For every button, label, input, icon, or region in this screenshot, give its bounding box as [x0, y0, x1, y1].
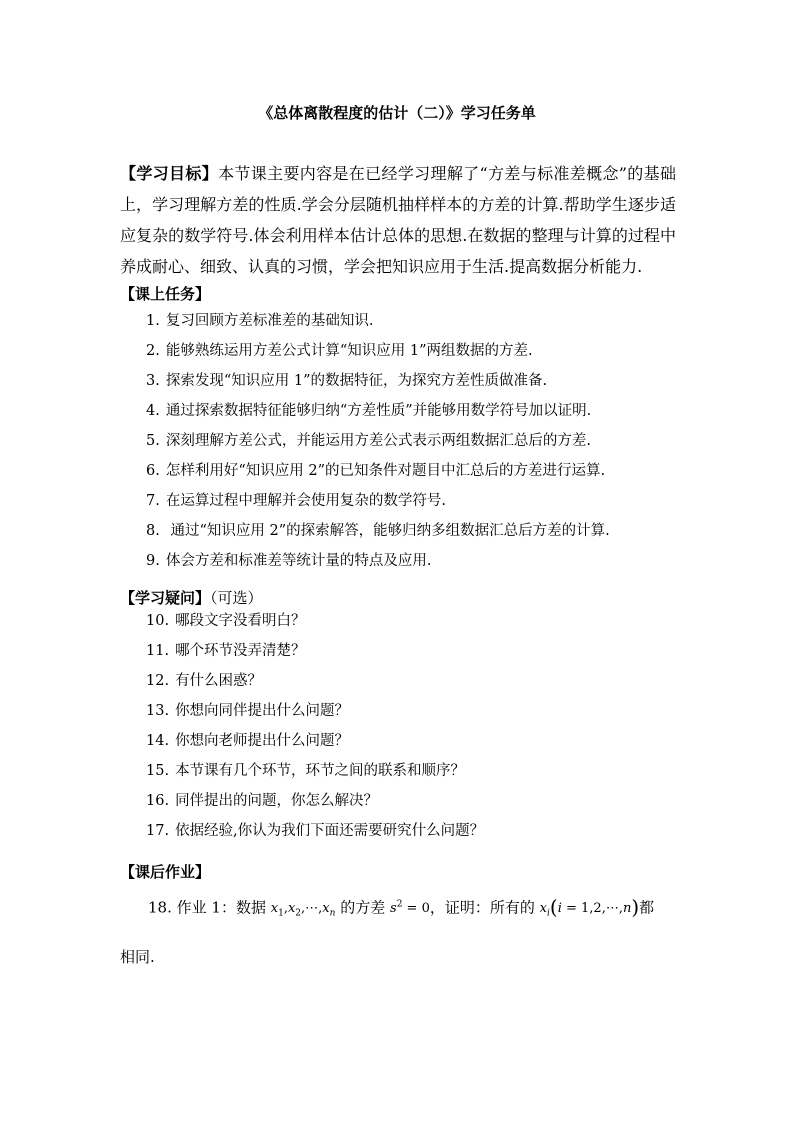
list-item-number: 14.: [146, 733, 170, 749]
list-item: [146, 456, 610, 486]
list-item-number: 6.: [146, 463, 160, 479]
objective-heading: 【学习目标】: [120, 164, 219, 183]
list-item-number: 13.: [146, 703, 170, 719]
list-item: [146, 336, 610, 366]
list-item-number: 17.: [146, 823, 170, 839]
list-item-text: 你想向老师提出什么问题？: [175, 733, 350, 749]
task-list: [146, 306, 610, 576]
list-item-number: 8.: [146, 523, 160, 539]
homework-line-1: [120, 890, 680, 920]
homework-prove: ，证明：所有的: [429, 898, 535, 917]
list-item-number: 3.: [146, 373, 160, 389]
list-item-text: 同伴提出的问题，你怎么解决？: [175, 793, 379, 809]
list-item-text: 体会方差和标准差等统计量的特点及应用.: [165, 553, 432, 569]
list-item-number: 7.: [146, 493, 160, 509]
list-item-text: 你想向同伴提出什么问题？: [175, 703, 350, 719]
list-item-text: 深刻理解方差公式，并能运用方差公式表示两组数据汇总后的方差.: [165, 433, 591, 449]
questions-heading: [120, 588, 263, 608]
formula-data-list: $x_1,x_2,\cdots,x_n$: [270, 901, 336, 919]
list-item: [146, 786, 484, 816]
list-item: [146, 756, 484, 786]
list-item-text: 通过探索数据特征能够归纳“方差性质”并能够用数学符号加以证明.: [165, 403, 592, 419]
list-item: [146, 636, 484, 666]
list-item-number: 9.: [146, 553, 160, 569]
list-item-text: 复习回顾方差标准差的基础知识.: [165, 313, 374, 329]
list-item-text: 哪个环节没弄清楚？: [175, 643, 306, 659]
list-item: [146, 546, 610, 576]
list-item-number: 1.: [146, 313, 160, 329]
homework-heading: 【课后作业】: [120, 863, 211, 881]
list-item: [146, 516, 610, 546]
list-item-number: 11.: [146, 643, 170, 659]
objective-text: 本节课主要内容是在已经学习理解了“方差与标准差概念”的基础上，学习理解方差的性质.学会分层随机抽样样本的方差的计算.帮助学生逐步适应复杂的数学符号.体会利用样本估计总体的思想.在数据的整理与计算的过程中养成耐心、细致、认真的习惯，学会把知识应用于生活.提高数据分析能力.: [120, 164, 676, 276]
list-item: [146, 726, 484, 756]
list-item: [146, 426, 610, 456]
list-item-number: 10.: [146, 613, 170, 629]
formula-variance-zero: $s^2 = 0$: [390, 900, 430, 917]
list-item-text: 探索发现“知识应用 1”的数据特征，为探究方差性质做准备.: [165, 373, 548, 389]
questions-heading-optional: （可选）: [210, 589, 263, 607]
homework-line-2: 相同.: [120, 948, 155, 966]
list-item-number: 2.: [146, 343, 160, 359]
tasks-heading: 【课上任务】: [120, 285, 211, 303]
list-item-number: 15.: [146, 763, 170, 779]
formula-index-range: $x_i(i$ = 1,2,⋯,n): [539, 895, 640, 920]
list-item: [146, 306, 610, 336]
list-item: [146, 396, 610, 426]
homework-label: 作业 1：数据: [176, 898, 266, 917]
list-item: [146, 486, 610, 516]
list-item: [146, 696, 484, 726]
learning-objective: [120, 158, 676, 282]
document-title: 《总体离散程度的估计（二）》学习任务单: [258, 104, 536, 122]
homework-variance-phrase: 的方差: [340, 898, 386, 917]
list-item-text: 能够熟练运用方差公式计算“知识应用 1”两组数据的方差.: [165, 343, 533, 359]
list-item-text: 怎样利用好“知识应用 2”的已知条件对题目中汇总后的方差进行运算.: [165, 463, 606, 479]
homework-item: [120, 890, 680, 972]
list-item-text: 依据经验,你认为我们下面还需要研究什么问题？: [175, 823, 485, 839]
list-item-number: 4.: [146, 403, 160, 419]
list-item-text: 通过“知识应用 2”的探索解答，能够归纳多组数据汇总后方差的计算.: [165, 523, 610, 539]
list-item: [146, 366, 610, 396]
list-item-text: 在运算过程中理解并会使用复杂的数学符号.: [165, 493, 446, 509]
list-item: [146, 816, 484, 846]
homework-end: 都: [639, 898, 655, 917]
list-item-text: 本节课有几个环节，环节之间的联系和顺序？: [175, 763, 466, 779]
list-item-text: 哪段文字没看明白？: [175, 613, 306, 629]
homework-number: 18.: [148, 898, 172, 917]
question-list: [146, 606, 484, 846]
questions-heading-text: 【学习疑问】: [120, 589, 211, 607]
list-item-number: 5.: [146, 433, 160, 449]
list-item: [146, 666, 484, 696]
list-item-number: 12.: [146, 673, 170, 689]
list-item: [146, 606, 484, 636]
list-item-number: 16.: [146, 793, 170, 809]
list-item-text: 有什么困惑？: [175, 673, 263, 689]
